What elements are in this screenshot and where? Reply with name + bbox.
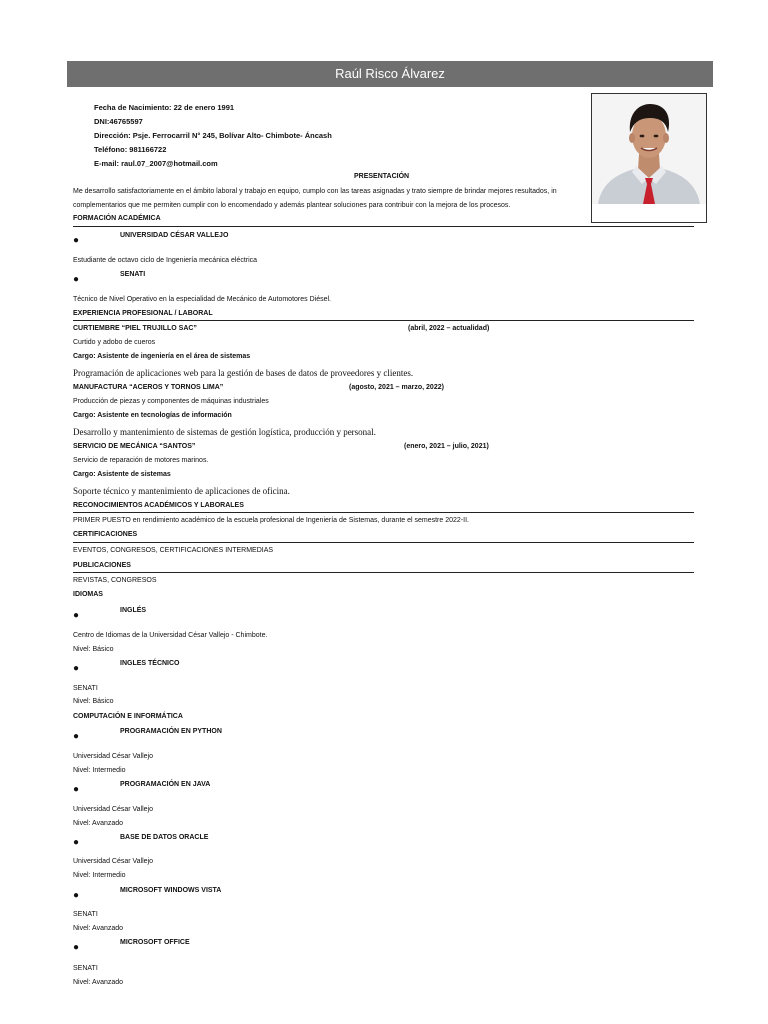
skill-place: Universidad César Vallejo — [73, 753, 154, 760]
presentation-line-1: Me desarrollo satisfactoriamente en el ámbito laboral y trabajo en equipo, cumplo con las tareas asignadas y trato siempre de brindar mejores resultados, in — [73, 188, 557, 195]
experience-title: EXPERIENCIA PROFESIONAL / LABORAL — [73, 310, 213, 317]
computing-title: COMPUTACIÓN E INFORMÁTICA — [73, 713, 183, 720]
job-role: Cargo: Asistente de sistemas — [73, 471, 171, 478]
bullet-icon: ● — [73, 890, 80, 901]
bullet-icon: ● — [73, 274, 80, 285]
job-dates: (enero, 2021 – julio, 2021) — [404, 443, 489, 450]
languages-title: IDIOMAS — [73, 591, 103, 598]
dni: DNI:46765597 — [94, 117, 143, 126]
awards-title: RECONOCIMIENTOS ACADÉMICOS Y LABORALES — [73, 502, 244, 509]
education-detail: Técnico de Nivel Operativo en la especialidad de Mecánico de Automotores Diésel. — [73, 296, 331, 303]
skill-name: MICROSOFT OFFICE — [120, 939, 190, 946]
job-role: Cargo: Asistente en tecnologías de información — [73, 412, 232, 419]
birth-date: Fecha de Nacimiento: 22 de enero 1991 — [94, 103, 235, 112]
language-name: INGLES TÉCNICO — [120, 660, 180, 667]
section-divider — [73, 542, 694, 543]
job-task: Programación de aplicaciones web para la gestión de bases de datos de proveedores y clientes. — [73, 368, 414, 378]
job-task: Soporte técnico y mantenimiento de aplicaciones de oficina. — [73, 486, 290, 496]
language-place: SENATI — [73, 685, 98, 692]
job-dates: (abril, 2022 – actualidad) — [408, 325, 490, 332]
person-photo-icon — [592, 94, 706, 222]
bullet-icon: ● — [73, 942, 80, 953]
job-description: Curtido y adobo de cueros — [73, 339, 156, 346]
language-level: Nivel: Básico — [73, 698, 114, 705]
job-description: Producción de piezas y componentes de máquinas industriales — [73, 398, 269, 405]
job-company: SERVICIO DE MECÁNICA “SANTOS” — [73, 443, 196, 450]
certifications-title: CERTIFICACIONES — [73, 531, 138, 538]
language-place: Centro de Idiomas de la Universidad César Vallejo - Chimbote. — [73, 632, 268, 639]
presentation-title: PRESENTACIÓN — [354, 173, 410, 180]
education-name: SENATI — [120, 271, 146, 278]
skill-name: MICROSOFT WINDOWS VISTA — [120, 887, 222, 894]
certifications-text: EVENTOS, CONGRESOS, CERTIFICACIONES INTERMEDIAS — [73, 547, 274, 554]
address: Dirección: Psje. Ferrocarril N° 245, Bolívar Alto- Chimbote- Áncash — [94, 131, 332, 140]
bullet-icon: ● — [73, 731, 80, 742]
skill-level: Nivel: Avanzado — [73, 925, 124, 932]
job-description: Servicio de reparación de motores marinos. — [73, 457, 209, 464]
bullet-icon: ● — [73, 663, 80, 674]
section-divider — [73, 320, 694, 321]
presentation-line-2: complementarios que me permiten cumplir con lo encomendado y además plantear soluciones para contribuir con la mejora de los procesos. — [73, 202, 511, 209]
education-name: UNIVERSIDAD CÉSAR VALLEJO — [120, 232, 229, 239]
bullet-icon: ● — [73, 235, 80, 246]
phone: Teléfono: 981166722 — [94, 145, 167, 154]
skill-level: Nivel: Intermedio — [73, 872, 126, 879]
full-name: Raúl Risco Álvarez — [335, 66, 445, 81]
section-divider — [73, 512, 694, 513]
section-divider — [73, 226, 694, 227]
bullet-icon: ● — [73, 837, 80, 848]
education-detail: Estudiante de octavo ciclo de Ingeniería mecánica eléctrica — [73, 257, 258, 264]
profile-photo — [591, 93, 707, 223]
education-title: FORMACIÓN ACADÉMICA — [73, 215, 161, 222]
section-divider — [73, 572, 694, 573]
job-company: MANUFACTURA “ACEROS Y TORNOS LIMA” — [73, 384, 224, 391]
skill-level: Nivel: Intermedio — [73, 767, 126, 774]
skill-place: SENATI — [73, 965, 98, 972]
awards-text: PRIMER PUESTO en rendimiento académico de la escuela profesional de Ingeniería de Sistemas, durante el semestre 2022-II. — [73, 517, 469, 524]
job-company: CURTIEMBRE “PIEL TRUJILLO SAC” — [73, 325, 197, 332]
skill-place: SENATI — [73, 911, 98, 918]
skill-place: Universidad César Vallejo — [73, 858, 154, 865]
language-level: Nivel: Básico — [73, 646, 114, 653]
language-name: INGLÉS — [120, 607, 147, 614]
skill-name: PROGRAMACIÓN EN JAVA — [120, 781, 211, 788]
publications-text: REVISTAS, CONGRESOS — [73, 577, 157, 584]
skill-level: Nivel: Avanzado — [73, 820, 124, 827]
skill-level: Nivel: Avanzado — [73, 979, 124, 986]
skill-name: PROGRAMACIÓN EN PYTHON — [120, 728, 222, 735]
skill-name: BASE DE DATOS ORACLE — [120, 834, 209, 841]
email: E-mail: raul.07_2007@hotmail.com — [94, 159, 218, 168]
job-role: Cargo: Asistente de ingeniería en el área de sistemas — [73, 353, 251, 360]
bullet-icon: ● — [73, 610, 80, 621]
bullet-icon: ● — [73, 784, 80, 795]
job-task: Desarrollo y mantenimiento de sistemas de gestión logística, producción y personal. — [73, 427, 376, 437]
publications-title: PUBLICACIONES — [73, 562, 131, 569]
name-header — [67, 61, 713, 87]
skill-place: Universidad César Vallejo — [73, 806, 154, 813]
job-dates: (agosto, 2021 – marzo, 2022) — [349, 384, 444, 391]
